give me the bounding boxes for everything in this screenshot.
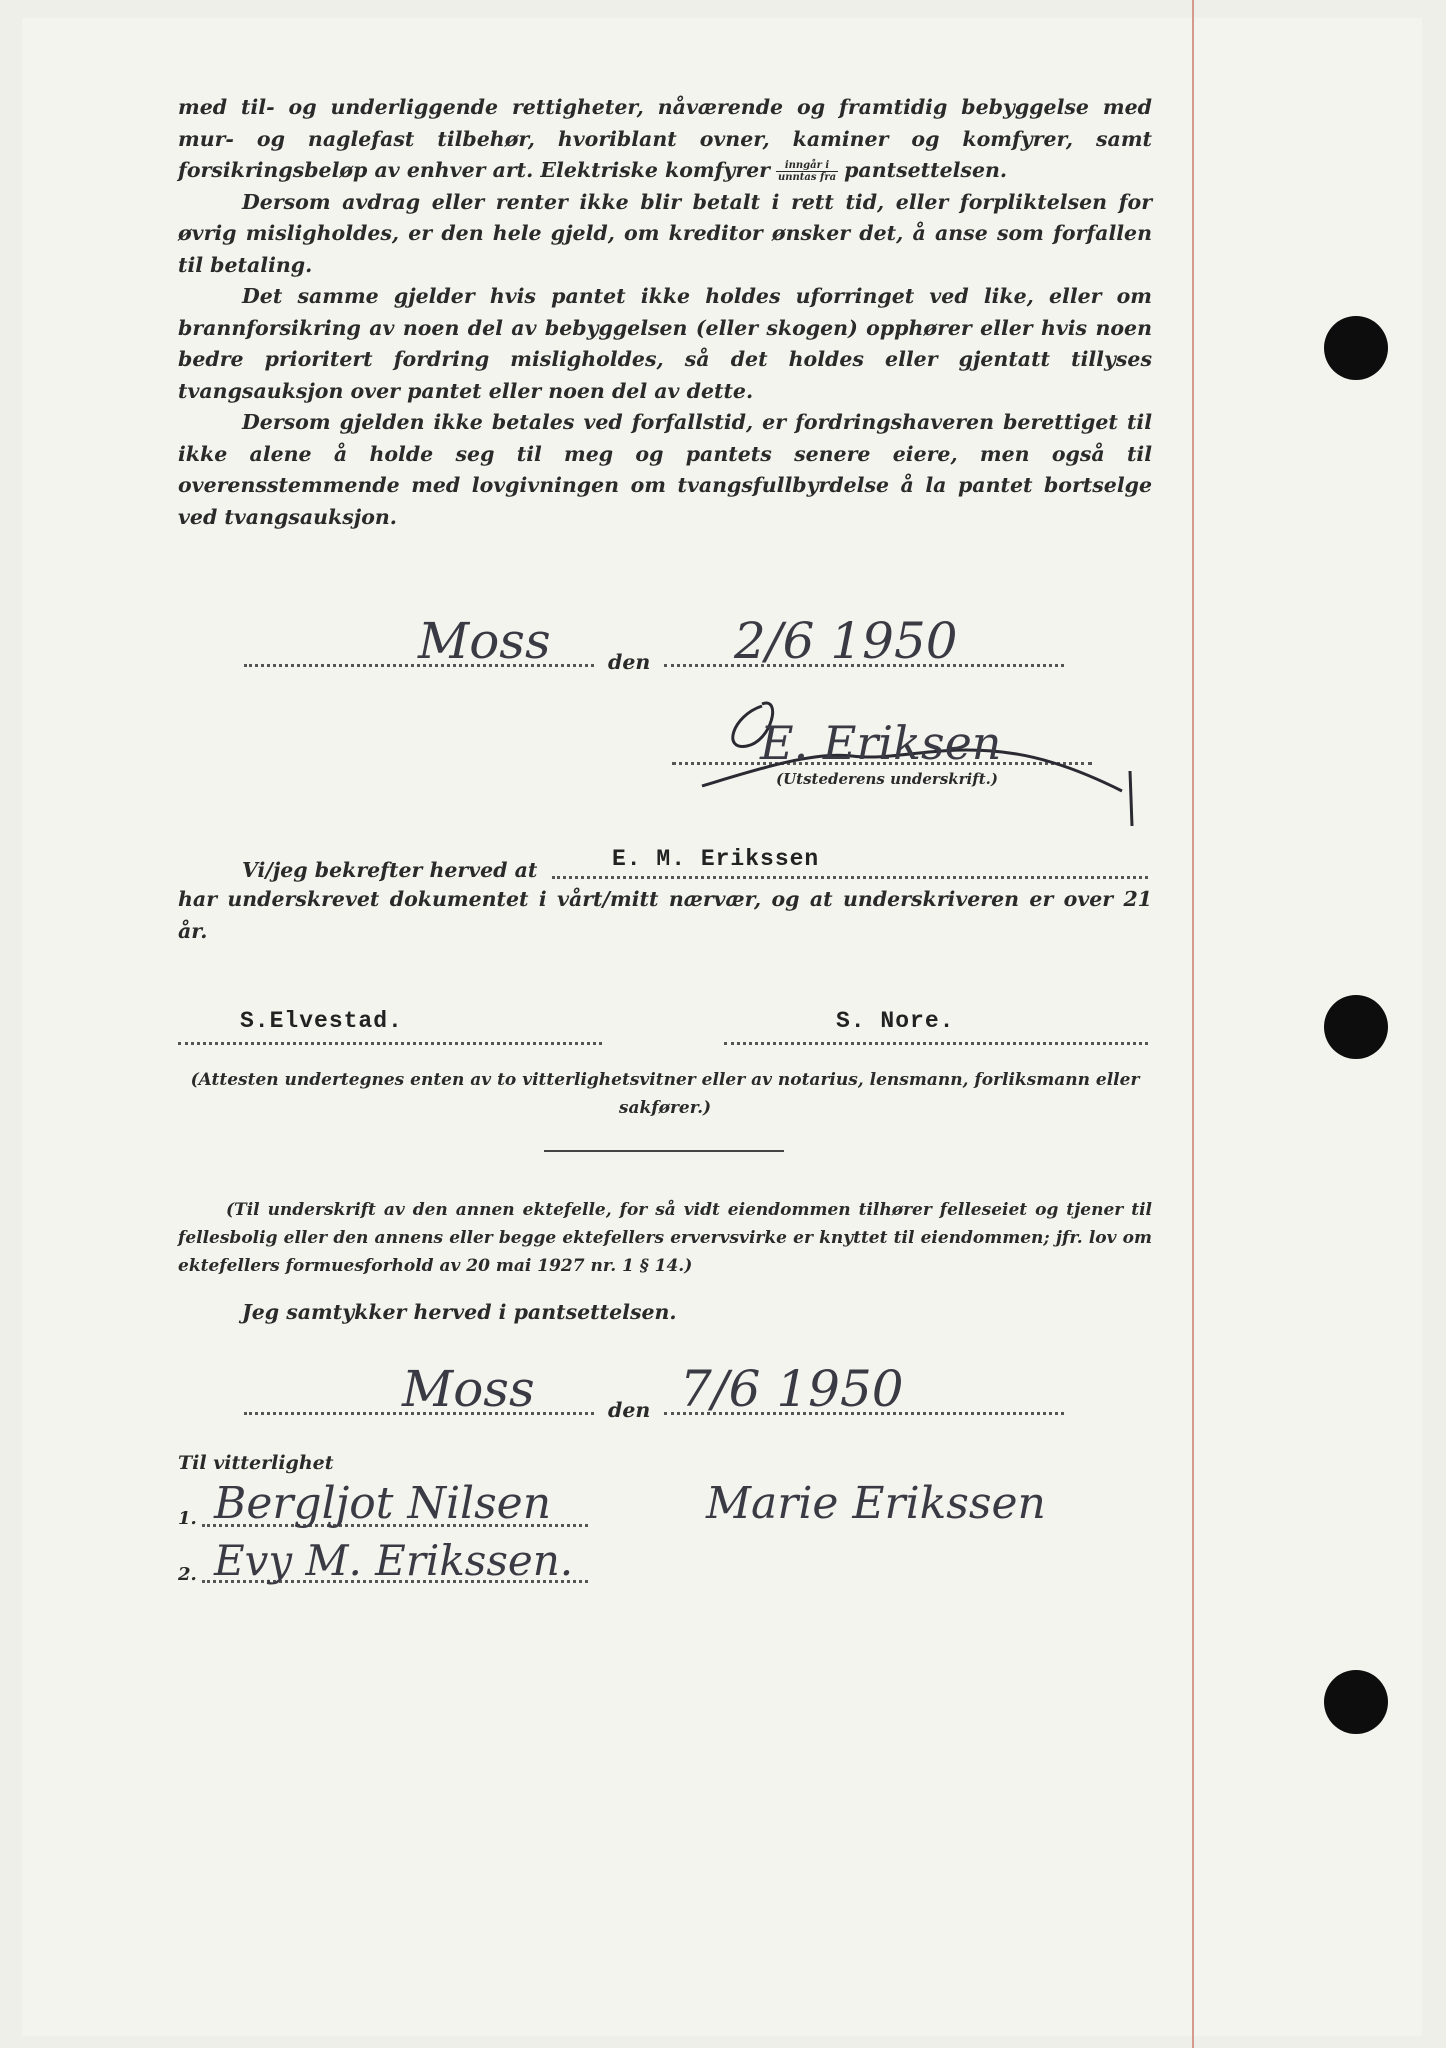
date-handwritten-2: 7/6 1950: [680, 1360, 904, 1418]
confirmed-name: E. M. Erikssen: [612, 846, 820, 872]
witness-left-line: [178, 1042, 602, 1045]
attest-note: (Attesten undertegnes enten av to vitterlighetsvitner eller av notarius, lensmann, forliksmann eller sakfører.): [190, 1070, 1140, 1118]
punch-hole: [1324, 316, 1388, 380]
witness-left: S.Elvestad.: [240, 1008, 403, 1034]
witness-1-signature: Bergljot Nilsen: [214, 1478, 552, 1529]
punch-hole: [1324, 1670, 1388, 1734]
terms-paragraph-1: med til- og underliggende rettigheter, nåværende og framtidig bebyggelse med mur- og naglefast tilbehør, hvoriblant ovner, kaminer og komfyrer, samt forsikringsbeløp av enhver art. Elektriske komfyrer $\frac{\text{inngår i}}{\text{unntas fra}}$ pantsettelsen.: [178, 95, 1152, 183]
spouse-signature: Marie Erikssen: [706, 1478, 1046, 1529]
date-handwritten: 2/6 1950: [734, 612, 958, 670]
place-handwritten: Moss: [418, 612, 551, 670]
signature-caption: (Utstederens underskrift.): [776, 770, 998, 788]
terms-paragraph-4: Dersom gjelden ikke betales ved forfallstid, er fordringshaveren berettiget til ikke alene å holde seg til meg og pantets senere eiere, men også til overensstemmende med lovgivningen om tvangsfullbyrdelse å la pantet bortselge ved tvangsauksjon.: [178, 410, 1152, 529]
confirm-dotted-line: [552, 876, 1148, 879]
issuer-signature: E. Eriksen: [760, 716, 1002, 770]
witness-number-1: 1.: [178, 1508, 197, 1529]
terms-paragraph-2: Dersom avdrag eller renter ikke blir betalt i rett tid, eller forpliktelsen for øvrig misligholdes, er den hele gjeld, om kreditor ønsker det, å anse som forfallen til betaling.: [178, 189, 1152, 277]
witness-2-signature: Evy M. Erikssen.: [214, 1536, 574, 1585]
spouse-note: (Til underskrift av den annen ektefelle, for så vidt eiendommen tilhører felleseiet og tjener til fellesbolig eller den annens eller begge ektefellers ervervsvirke er knyttet til eiendommen; jfr. lov om ektefellers formuesforhold av 20 mai 1927 nr. 1 § 14.): [178, 1200, 1152, 1276]
den-label-2: den: [608, 1398, 651, 1422]
punch-hole: [1324, 995, 1388, 1059]
margin-line: [1192, 0, 1194, 2048]
confirm-rest: har underskrevet dokumentet i vårt/mitt nærvær, og at underskriveren er over 21 år.: [178, 887, 1152, 943]
terms-paragraph-3: Det samme gjelder hvis pantet ikke holdes uforringet ved like, eller om brannforsikring av noen del av bebyggelsen (eller skogen) opphører eller hvis noen bedre prioritert fordring misligholdes, så det holdes eller gjentatt tillyses tvangsauksjon over pantet eller noen del av dette.: [178, 284, 1152, 403]
witness-right: S. Nore.: [836, 1008, 955, 1034]
fraction-option: $\frac{\text{inngår i}}{\text{unntas fra}}$: [778, 160, 837, 183]
divider: [544, 1150, 784, 1152]
consent-text: Jeg samtykker herved i pantsettelsen.: [242, 1300, 677, 1324]
den-label: den: [608, 650, 651, 674]
mortgage-terms: [178, 92, 1152, 533]
witness-right-line: [724, 1042, 1148, 1045]
witness-number-2: 2.: [178, 1564, 197, 1585]
place-handwritten-2: Moss: [402, 1360, 535, 1418]
confirm-prefix: Vi/jeg bekrefter herved at: [242, 858, 538, 882]
vitterlighet-label: Til vitterlighet: [178, 1452, 334, 1474]
